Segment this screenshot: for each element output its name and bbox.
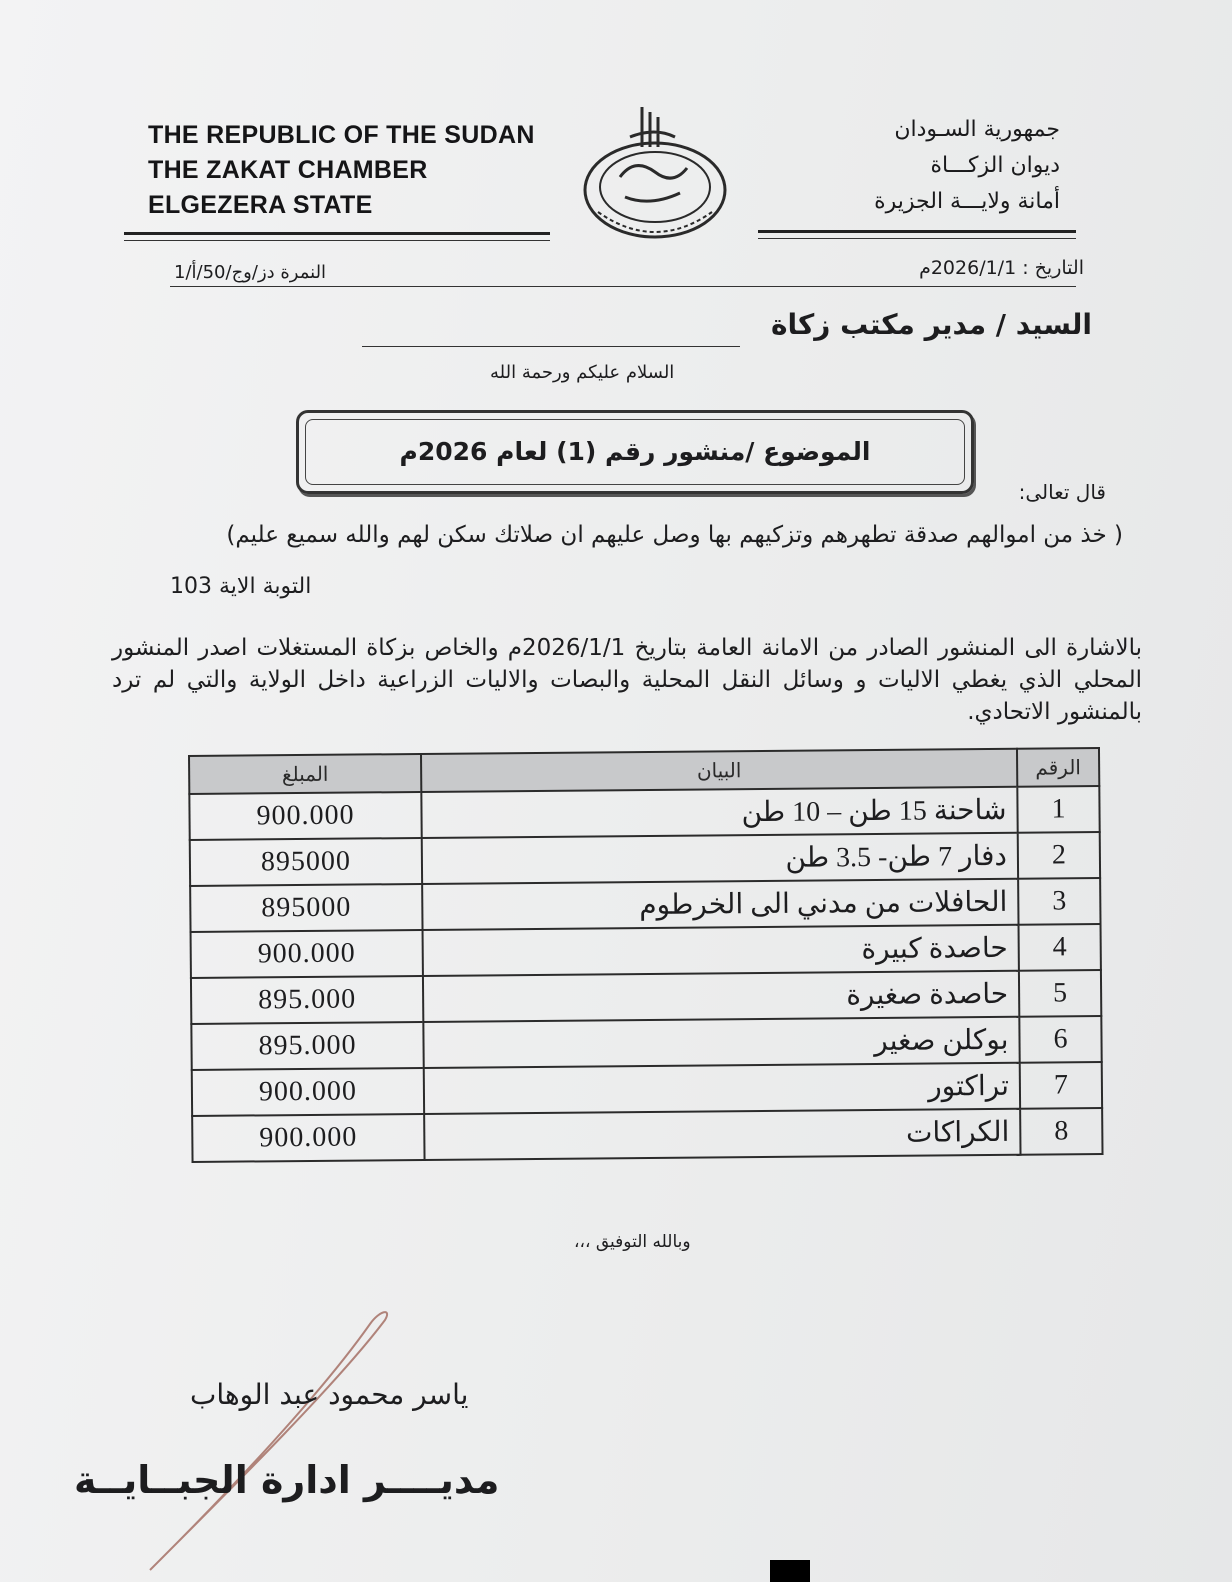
zakat-emblem-icon: [570, 102, 740, 242]
table-row: [189, 786, 1099, 840]
addressee: السيد / مدير مكتب زكاة: [770, 308, 1092, 341]
table-row: [192, 1062, 1102, 1116]
zakat-amounts-table: [188, 747, 1104, 1163]
row-number: 4: [1019, 924, 1101, 971]
signer-name: ياسر محمود عبد الوهاب: [190, 1378, 469, 1411]
closing-line: وبالله التوفيق ،،،: [574, 1232, 691, 1252]
row-number: 8: [1020, 1108, 1102, 1155]
row-description: شاحنة 15 طن – 10 طن: [421, 787, 1017, 838]
letter-date: التاريخ : 2026/1/1م: [919, 257, 1084, 279]
row-amount: 900.000: [192, 1114, 424, 1162]
row-number: 2: [1018, 832, 1100, 879]
table-row: [191, 1016, 1101, 1070]
row-number: 3: [1018, 878, 1100, 925]
table-row: [192, 1108, 1102, 1162]
row-description: بوكلن صغير: [423, 1017, 1019, 1068]
table-row: [190, 878, 1100, 932]
row-number: 1: [1017, 786, 1099, 833]
row-description: حاصدة صغيرة: [423, 971, 1019, 1022]
row-description: الكراكات: [424, 1109, 1020, 1160]
row-amount: 900.000: [191, 930, 423, 978]
arabic-letterhead-line: أمانة ولايـــة الجزيرة: [874, 189, 1060, 214]
header-rule-left: [124, 232, 550, 235]
reference-number: النمرة دز/وج/50/أ/1: [174, 262, 327, 283]
row-description: تراكتور: [424, 1063, 1020, 1114]
table-row: [191, 970, 1101, 1024]
header-rule-right-thin: [758, 238, 1076, 239]
row-description: دفار 7 طن- 3.5 طن: [422, 833, 1018, 884]
signer-title: مديــــر ادارة الجبــايــة: [74, 1458, 500, 1502]
header-number: الرقم: [1017, 748, 1099, 787]
row-amount: 900.000: [189, 792, 421, 840]
subject-box: [296, 410, 974, 494]
greeting: السلام عليكم ورحمة الله: [490, 362, 675, 383]
arabic-letterhead: [760, 112, 1060, 220]
body-paragraph: بالاشارة الى المنشور الصادر من الامانة العامة بتاريخ 2026/1/1م والخاص بزكاة المستغلات اصدر المنشور المحلي الذي يغطي الاليات و وسائل النقل المحلية والبصات والاليات الزراعية داخل الولاية والتي لم ترد بالمنشور الاتحادي.: [112, 635, 1142, 725]
row-amount: 895.000: [191, 976, 423, 1024]
row-number: 7: [1020, 1062, 1102, 1109]
signature-stroke-icon: [120, 1300, 440, 1580]
subject-text: الموضوع /منشور رقم (1) لعام 2026م: [399, 437, 871, 466]
scan-mark: [770, 1560, 810, 1582]
verse-reference: التوبة الاية 103: [170, 574, 312, 599]
row-amount: 895.000: [191, 1022, 423, 1070]
verse-intro: قال تعالى:: [1018, 480, 1106, 504]
row-amount: 895000: [190, 838, 422, 886]
arabic-letterhead-line: ديوان الزكـــاة: [930, 153, 1060, 178]
header-amount: المبلغ: [189, 754, 421, 794]
meta-rule: [170, 286, 1076, 287]
row-amount: 895000: [190, 884, 422, 932]
row-amount: 900.000: [192, 1068, 424, 1116]
arabic-letterhead-line: جمهورية السـودان: [894, 117, 1060, 142]
table-row: [190, 832, 1100, 886]
header-rule-right: [758, 230, 1076, 233]
english-letterhead-line: THE ZAKAT CHAMBER: [148, 156, 428, 184]
english-letterhead-line: ELGEZERA STATE: [148, 191, 373, 219]
quran-verse: ( خذ من اموالهم صدقة تطهرهم وتزكيهم بها وصل عليهم ان صلاتك سكن لهم والله سميع عليم): [226, 522, 1123, 548]
row-description: حاصدة كبيرة: [423, 925, 1019, 976]
row-number: 6: [1019, 1016, 1101, 1063]
header-rule-left-thin: [124, 240, 550, 241]
addressee-blank-line: [362, 346, 740, 347]
row-description: الحافلات من مدني الى الخرطوم: [422, 879, 1018, 930]
english-letterhead-line: THE REPUBLIC OF THE SUDAN: [148, 121, 535, 149]
english-letterhead: [148, 118, 535, 223]
table-row: [191, 924, 1101, 978]
header-description: البيان: [421, 749, 1017, 792]
row-number: 5: [1019, 970, 1101, 1017]
